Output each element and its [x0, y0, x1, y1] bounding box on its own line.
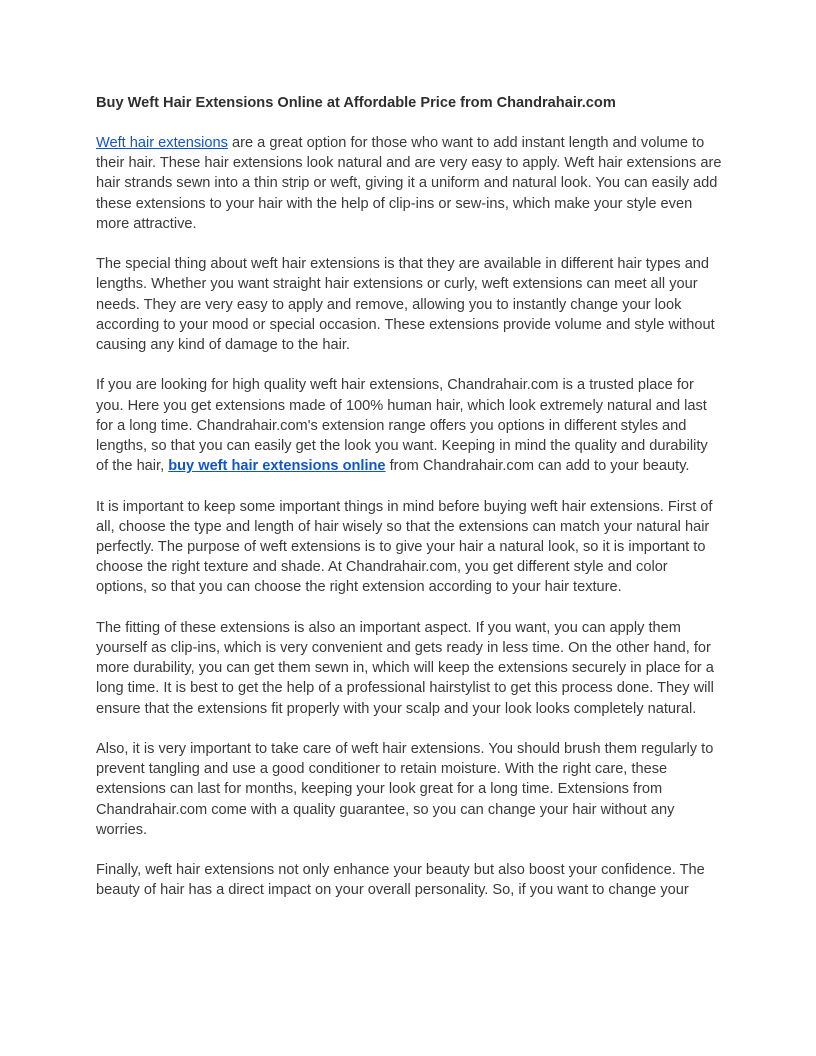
weft-hair-extensions-link[interactable]: Weft hair extensions [96, 135, 228, 151]
paragraph-quality-text-after: from Chandrahair.com can add to your beauty. [385, 458, 690, 475]
document-title: Buy Weft Hair Extensions Online at Affordable Price from Chandrahair.com [96, 95, 616, 111]
paragraph-care: Also, it is very important to take care of weft hair extensions. You should brush them regularly to prevent tangling and use a good conditioner to retain moisture. With the right care, these extensions can last for months, keeping your look great for a long time. Extensions from Chandrahair.com come with a quality guarantee, so you can change your hair without any worries. [96, 741, 714, 838]
paragraph-intro-text: are a great option for those who want to add instant length and volume to their hair. These hair extensions look natural and are very easy to apply. Weft hair extensions are hair strands sewn into a thin strip or weft, giving it a uniform and natural look. You can easily add these extensions to your hair with the help of clip-ins or sew-ins, which make your style even more attractive. [96, 135, 722, 232]
paragraph-quality-text-before: If you are looking for high quality weft hair extensions, Chandrahair.com is a trusted place for you. Here you get extensions made of 100% human hair, which look extremely natural and last for a long time. Chandrahair.com's extension range offers you options in different styles and lengths, so that you can easily get the look you want. Keeping in mind the quality and durability of the hair, [96, 377, 708, 475]
document-page [96, 93, 722, 921]
paragraph-quality [96, 375, 722, 476]
paragraph-buying-tips: It is important to keep some important things in mind before buying weft hair extensions. First of all, choose the type and length of hair wisely so that the extensions can match your natural hair perfectly. The purpose of weft extensions is to give your hair a natural look, so it is important to choose the right texture and shade. At Chandrahair.com, you get different style and color options, so that you can choose the right extension according to your hair texture. [96, 498, 713, 596]
paragraph-intro [96, 133, 722, 234]
paragraph-types: The special thing about weft hair extensions is that they are available in different hair types and lengths. Whether you want straight hair extensions or curly, weft extensions can meet all your needs. They are very easy to apply and remove, allowing you to instantly change your look according to your mood or special occasion. These extensions provide volume and style without causing any kind of damage to the hair. [96, 256, 715, 354]
buy-weft-hair-extensions-online-link[interactable]: buy weft hair extensions online [168, 458, 386, 475]
paragraph-conclusion: Finally, weft hair extensions not only enhance your beauty but also boost your confidence. The beauty of hair has a direct impact on your overall personality. So, if you want to change your [96, 862, 705, 899]
paragraph-fitting: The fitting of these extensions is also an important aspect. If you want, you can apply them yourself as clip-ins, which is very convenient and gets ready in less time. On the other hand, for more durability, you can get them sewn in, which will keep the extensions securely in place for a long time. It is best to get the help of a professional hairstylist to get this process done. They will ensure that the extensions fit properly with your scalp and your look looks completely natural. [96, 619, 714, 717]
